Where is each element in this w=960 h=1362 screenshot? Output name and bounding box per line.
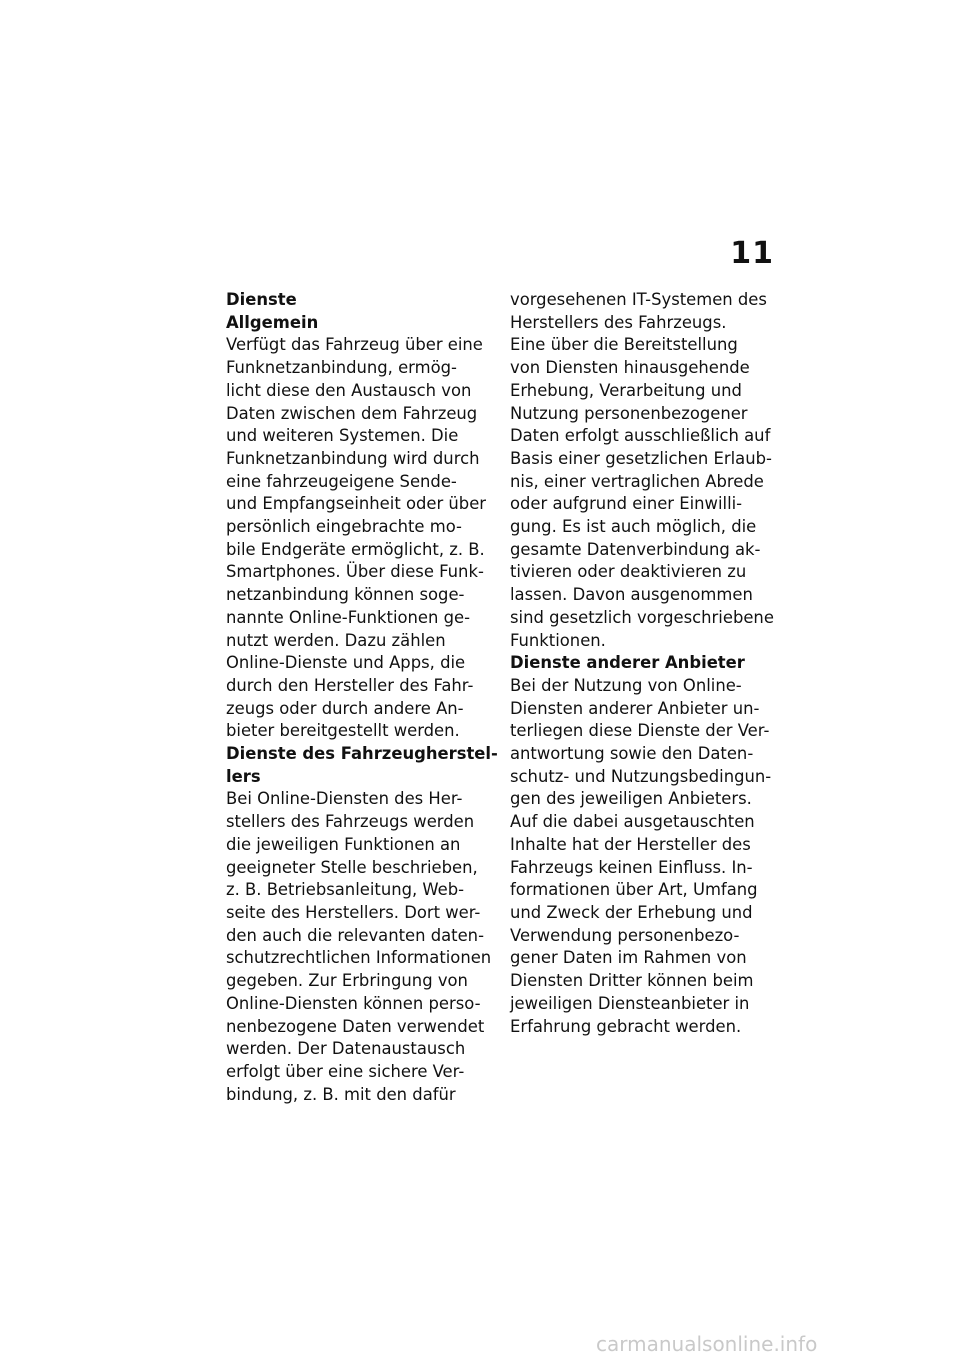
body-text-line: netzanbindung können soge- <box>226 585 465 605</box>
body-text-line: Bei der Nutzung von Online- <box>510 675 742 695</box>
body-text-line: nenbezogene Daten verwendet <box>226 1016 485 1036</box>
body-text-line: gen des jeweiligen Anbieters. <box>510 789 752 809</box>
body-text-line: erfolgt über eine sichere Ver- <box>226 1061 465 1081</box>
body-text-line: von Diensten hinausgehende <box>510 358 750 378</box>
body-text-line: nannte Online-Funktionen ge- <box>226 607 470 627</box>
body-text-line: Funktionen. <box>510 630 606 650</box>
body-text-line: Diensten anderer Anbieter un- <box>510 698 760 718</box>
body-text-line: terliegen diese Dienste der Ver- <box>510 721 770 741</box>
body-text-line: z. B. Betriebsanleitung, Web- <box>226 880 465 900</box>
body-text-line: Auf die dabei ausgetauschten <box>510 812 755 832</box>
body-text-line: antwortung sowie den Daten- <box>510 744 754 764</box>
body-text-line: Verfügt das Fahrzeug über eine <box>226 335 483 355</box>
body-text-line: formationen über Art, Umfang <box>510 880 758 900</box>
left-text-column <box>226 289 498 1106</box>
body-text-line: gesamte Datenverbindung ak- <box>510 539 761 559</box>
body-text-line: Diensten Dritter können beim <box>510 971 754 991</box>
body-text-line: Fahrzeugs keinen Einfluss. In- <box>510 857 753 877</box>
body-text-line: seite des Herstellers. Dort wer- <box>226 902 481 922</box>
body-text-line: Eine über die Bereitstellung <box>510 335 738 355</box>
body-text-line: persönlich eingebrachte mo- <box>226 517 462 537</box>
body-text-line: und Empfangseinheit oder über <box>226 494 487 514</box>
body-text-line: Bei Online-Diensten des Her- <box>226 789 463 809</box>
body-text-line: vorgesehenen IT-Systemen des <box>510 290 767 309</box>
body-text-line: Verwendung personenbezo- <box>510 925 740 945</box>
section-heading-line: Allgemein <box>226 312 319 332</box>
right-text-column <box>510 289 784 1038</box>
body-text-line: Smartphones. Über diese Funk- <box>226 562 484 582</box>
body-text-line: bile Endgeräte ermöglicht, z. B. <box>226 539 485 559</box>
body-text-line: gung. Es ist auch möglich, die <box>510 517 757 537</box>
body-text-line: bieter bereitgestellt werden. <box>226 721 460 741</box>
body-text-line: und Zweck der Erhebung und <box>510 902 753 922</box>
page-number: 11 <box>730 236 774 271</box>
body-text-line: werden. Der Datenaustausch <box>226 1039 466 1059</box>
body-text-line: Online-Dienste und Apps, die <box>226 653 466 673</box>
body-text-line: gegeben. Zur Erbringung von <box>226 971 468 991</box>
body-text-line: bindung, z. B. mit den dafür <box>226 1084 456 1104</box>
body-text-line: geeigneter Stelle beschrieben, <box>226 857 478 877</box>
body-text-line: nutzt werden. Dazu zählen <box>226 630 446 650</box>
body-text-line: Basis einer gesetzlichen Erlaub- <box>510 448 772 468</box>
body-text-line: Daten erfolgt ausschließlich auf <box>510 426 771 446</box>
body-text-line: eine fahrzeugeigene Sende- <box>226 471 457 491</box>
body-text-line: Funknetzanbindung wird durch <box>226 448 480 468</box>
body-text-line: lassen. Davon ausgenommen <box>510 585 753 605</box>
body-text-line: oder aufgrund einer Einwilli- <box>510 494 743 514</box>
body-text-line: Nutzung personenbezogener <box>510 403 748 423</box>
section-heading-line: lers <box>226 766 261 786</box>
body-text-line: jeweiligen Diensteanbieter in <box>510 993 750 1013</box>
body-text-line: licht diese den Austausch von <box>226 380 472 400</box>
body-text-line: Erhebung, Verarbeitung und <box>510 380 742 400</box>
body-text-line: Herstellers des Fahrzeugs. <box>510 312 727 332</box>
body-text-line: Online-Diensten können perso- <box>226 993 481 1013</box>
body-text-line: Erfahrung gebracht werden. <box>510 1016 742 1036</box>
body-text-line: Daten zwischen dem Fahrzeug <box>226 403 478 423</box>
body-text-line: schutzrechtlichen Informationen <box>226 948 492 968</box>
body-text-line: schutz- und Nutzungsbedingun- <box>510 766 772 786</box>
body-text-line: und weiteren Systemen. Die <box>226 426 459 446</box>
body-text-line: gener Daten im Rahmen von <box>510 948 747 968</box>
body-text-line: stellers des Fahrzeugs werden <box>226 812 475 832</box>
body-text-line: nis, einer vertraglichen Abrede <box>510 471 764 491</box>
body-text-line: Funknetzanbindung, ermög- <box>226 358 457 378</box>
body-text-line: sind gesetzlich vorgeschriebene <box>510 607 774 627</box>
body-text-line: die jeweiligen Funktionen an <box>226 834 461 854</box>
body-text-line: den auch die relevanten daten- <box>226 925 484 945</box>
section-heading-line: Dienste <box>226 290 297 309</box>
body-text-line: zeugs oder durch andere An- <box>226 698 464 718</box>
body-text-line: durch den Hersteller des Fahr- <box>226 675 474 695</box>
body-text-line: Inhalte hat der Hersteller des <box>510 834 751 854</box>
watermark-text: carmanualsonline.info <box>596 1332 818 1356</box>
section-heading-line: Dienste anderer Anbieter <box>510 653 745 673</box>
body-text-line: tivieren oder deaktivieren zu <box>510 562 747 582</box>
section-heading-line: Dienste des Fahrzeugherstel- <box>226 744 498 764</box>
